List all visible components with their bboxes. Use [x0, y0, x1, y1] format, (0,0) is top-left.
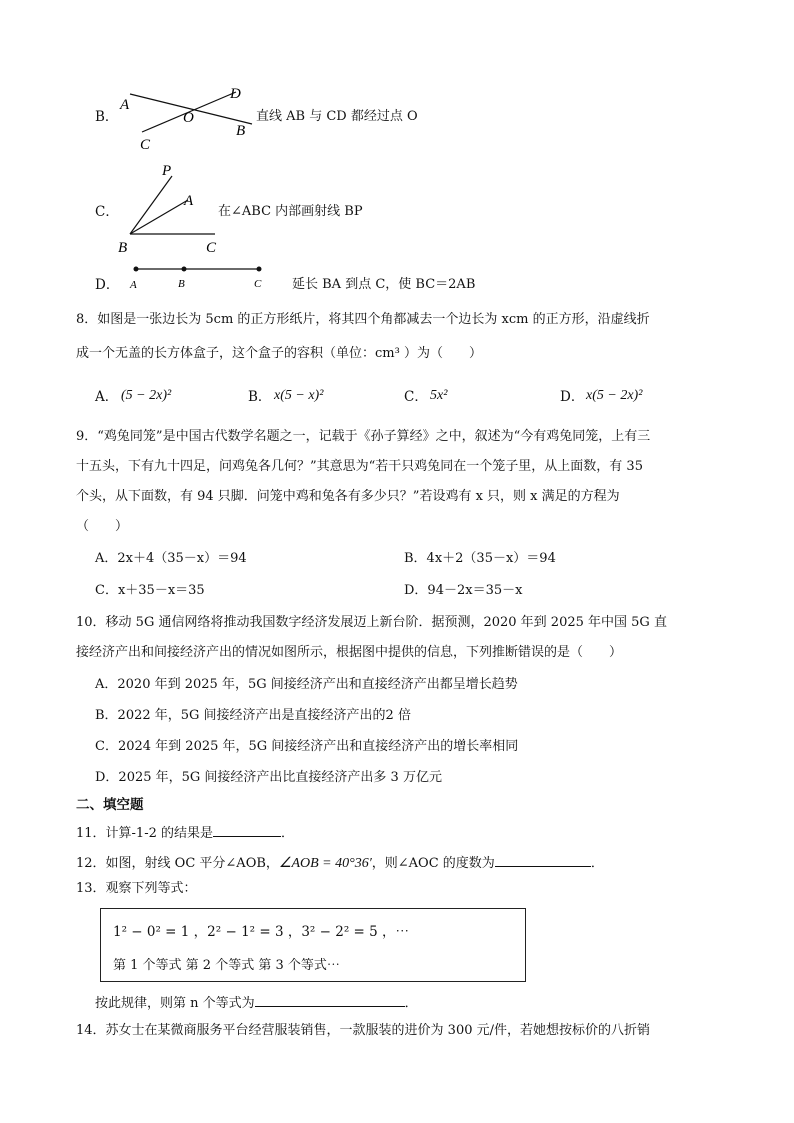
q13-equation-box — [100, 908, 526, 982]
q10-option-c: C．2024 年到 2025 年，5G 间接经济产出和直接经济产出的增长率相同 — [95, 739, 519, 754]
q12-text: 12．如图，射线 OC 平分∠AOB， — [76, 856, 279, 871]
fig-c-label-c: C — [206, 240, 217, 256]
q8-line2: 成一个无盖的长方体盒子，这个盒子的容积（单位：cm³ ）为（ ） — [76, 346, 482, 361]
q9-line1: 9．“鸡兔同笼”是中国古代数学名题之一，记载于《孙子算经》之中，叙述为“今有鸡兔同笼，上有三 — [76, 429, 651, 444]
q11-end: ． — [281, 826, 295, 841]
q12-end: ． — [590, 856, 604, 871]
q8-option-d: x(5 − 2x)² — [586, 388, 643, 403]
fig-c-label-p: P — [162, 163, 172, 179]
q13-equations: 1² − 0² = 1 ，2² − 1² = 3 ，3² − 2² = 5 ，⋯ — [113, 924, 410, 940]
q9-option-c: C．x＋35－x＝35 — [95, 583, 205, 598]
q13-intro: 13．观察下列等式： — [76, 881, 197, 896]
q13-equation-labels: 第 1 个等式 第 2 个等式 第 3 个等式⋯ — [113, 958, 340, 973]
q7-option-b-text: 直线 AB 与 CD 都经过点 O — [256, 109, 418, 124]
fig-b-label-a: A — [120, 97, 130, 113]
q8-option-d-label: D． — [560, 389, 585, 405]
fig-b-label-d: D — [230, 86, 241, 102]
q11-answer-blank[interactable] — [213, 822, 281, 837]
q10-option-a: A．2020 年到 2025 年，5G 间接经济产出和直接经济产出都呈增长趋势 — [95, 677, 518, 692]
q12-question: ，则∠AOC 的度数为 — [371, 856, 495, 871]
q14-line1: 14．苏女士在某微商服务平台经营服装销售，一款服装的进价为 300 元/件，若她想按标价的八折销 — [76, 1023, 651, 1038]
fig-d-label-b: B — [178, 278, 185, 290]
q8-option-b-label: B． — [248, 389, 272, 405]
q10-line1: 10．移动 5G 通信网络将推动我国数字经济发展迈上新台阶．据预测，2020 年到 2025 年中国 5G 直 — [76, 615, 667, 630]
q8-option-b: x(5 − x)² — [274, 388, 324, 403]
q7-option-c-label: C． — [95, 204, 119, 220]
q8-option-a: (5 − 2x)² — [121, 388, 172, 403]
q13-rule: 按此规律，则第 n 个等式为 — [95, 996, 255, 1011]
q13-rule-line — [95, 992, 418, 1013]
fig-b-label-b: B — [236, 123, 246, 139]
q7-option-d-label: D． — [95, 277, 120, 293]
q9-option-d: D．94－2x＝35－x — [404, 583, 523, 598]
q9-line3: 个头，从下面数，有 94 只脚．问笼中鸡和兔各有多少只？”若设鸡有 x 只，则 x 满足的方程为 — [76, 489, 620, 504]
q8-option-c: 5x² — [430, 388, 448, 403]
fig-b-label-c: C — [140, 137, 151, 152]
q8-option-a-label: A． — [95, 389, 119, 405]
q10-option-d: D．2025 年，5G 间接经济产出比直接经济产出多 3 万亿元 — [95, 770, 442, 785]
q12-expression: ∠AOB = 40°36′ — [278, 856, 372, 871]
q13-end: ． — [404, 996, 418, 1011]
q10-option-b: B．2022 年，5G 间接经济产出是直接经济产出的2 倍 — [95, 708, 411, 723]
q12-line — [76, 852, 604, 873]
q11-line — [76, 822, 294, 843]
section-title-fill-in: 二、填空题 — [76, 797, 144, 813]
q9-option-a: A．2x＋4（35－x）＝94 — [95, 551, 247, 566]
q9-option-b: B．4x＋2（35－x）＝94 — [404, 551, 556, 566]
q9-line4: （ ） — [76, 519, 129, 534]
q9-line2: 十五头，下有九十四足，问鸡兔各几何？”其意思为“若干只鸡兔同在一个笼子里，从上面数，有 35 — [76, 459, 643, 474]
fig-b-label-o: O — [183, 110, 194, 126]
fig-d-label-c: C — [254, 278, 262, 290]
q11-text: 11．计算-1-2 的结果是 — [76, 826, 214, 841]
q7-figure-d — [124, 262, 270, 292]
q10-line2: 接经济产出和间接经济产出的情况如图所示，根据图中提供的信息，下列推断错误的是（ ） — [76, 645, 623, 660]
q7-option-b-label: B． — [95, 109, 119, 125]
q7-option-c-text: 在∠ABC 内部画射线 BP — [218, 204, 363, 219]
fig-d-label-a: A — [130, 279, 137, 291]
q12-answer-blank[interactable] — [495, 852, 591, 867]
q7-option-d-text: 延长 BA 到点 C，使 BC＝2AB — [292, 277, 476, 292]
q13-answer-blank[interactable] — [255, 992, 405, 1007]
q7-figure-c — [112, 160, 232, 258]
q8-line1: 8．如图是一张边长为 5cm 的正方形纸片，将其四个角都减去一个边长为 xcm 的正方形，沿虚线折 — [76, 312, 650, 327]
q8-option-c-label: C． — [404, 389, 428, 405]
fig-c-label-a: A — [184, 193, 194, 209]
fig-c-label-b: B — [118, 240, 128, 256]
q7-figure-b — [112, 82, 262, 152]
